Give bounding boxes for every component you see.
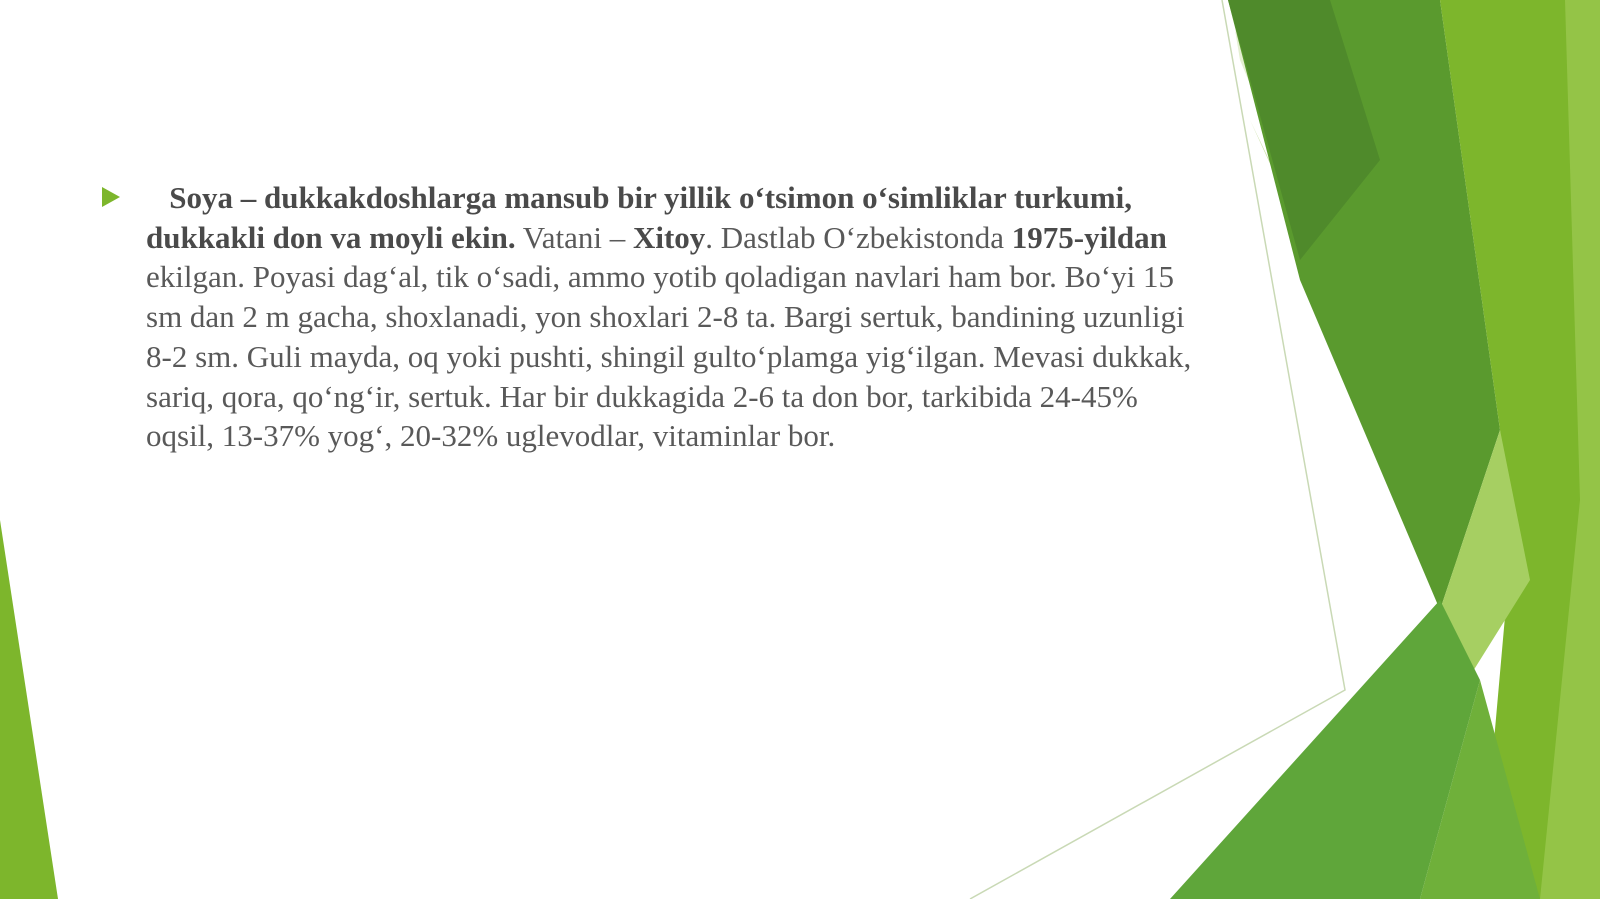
triangle-bullet-icon xyxy=(102,187,120,207)
lead-space xyxy=(146,180,169,215)
body-paragraph xyxy=(146,178,1200,456)
text-segment: Vatani – xyxy=(515,219,633,255)
text-segment: ekilgan. Poyasi dag‘al, tik o‘sadi, ammo yotib qoladigan navlari ham bor. Bo‘yi 15 sm dan 2 m gacha, shoxlanadi, yon shoxlari 2-8 ta. Bargi sertuk, bandining uzunligi 8-2 sm. Guli mayda, oq yoki pushti, shingil gulto‘plamga yig‘ilgan. Mevasi dukkak, sariq, qora, qo‘ng‘ir, sertuk. Har bir dukkagida 2-6 ta don bor, tarkibida 24-45% oqsil, 13-37% yog‘, 20-32% uglevodlar, vitaminlar bor. xyxy=(146,259,1192,454)
bold-year: 1975-yildan xyxy=(1011,219,1167,255)
slide-body xyxy=(100,178,1200,456)
bullet-item xyxy=(100,178,1200,456)
left-green-wedge xyxy=(0,520,58,899)
text-segment: . Dastlab O‘zbekistonda xyxy=(705,219,1012,255)
bold-origin: Xitoy xyxy=(632,219,706,255)
bold-definition: Soya – dukkakdoshlarga mansub bir yillik o‘tsimon o‘simliklar turkumi, dukkakli don va moyli ekin. xyxy=(146,180,1132,255)
